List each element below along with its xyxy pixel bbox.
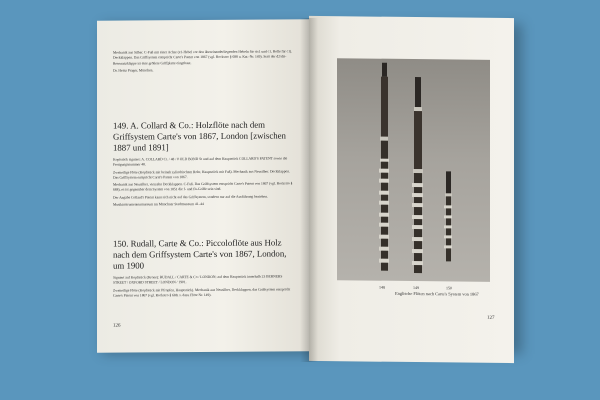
flute-149: [412, 77, 423, 273]
flute-150: [444, 171, 452, 261]
right-page: [309, 16, 514, 363]
entry-149-heading: 149. A. Collard & Co.: Holzflöte nach dem Griffsystem Carte's von 1867, London [zwischen 1887 und 1891]: [113, 119, 286, 153]
flute-photo: [337, 58, 490, 282]
flute-148: [379, 63, 389, 271]
entry-150-paragraph: Signiert auf Kopfstück (Krone): RUDALL / CARTE & Co / LONDON; auf dem Hauptstück innerhalb 23 BERNERS STREET / OXFORD STREET / LONDON / 1901.: [113, 274, 283, 285]
entry-149-paragraph: Mechanik aus Neusilber, vierzehn Deckklappen. C-Fuß. Das Griffsystem entspricht Carte's Patent von 1867 (vgl. Rockstro § 688), es ist gegenüber dem System von 1851 die f- und fis-Griffe sein sind.: [113, 181, 293, 193]
figure-number-148: 148: [379, 284, 385, 290]
entry-149-paragraph: Der Angabe Collard's Patent kann sich nicht auf das Griffsystem, sondern nur auf die Ausführung beziehen.: [113, 194, 268, 200]
intro-credit: Dr. Heinz Prager, München.: [113, 68, 154, 73]
left-page-number: 126: [113, 323, 121, 329]
figure-caption: Englische Flöten nach Carte's System von 1867: [395, 290, 479, 297]
right-page-number: 127: [487, 315, 495, 321]
left-page: [97, 19, 309, 352]
intro-text: [113, 49, 293, 75]
entry-149-paragraph: Kopfstück signiert: A. COLLARD Ct. / 48 / 0 OLD BOND St und auf dem Hauptstück COLLARD'S PATENT sowie die Fertigungsnummer 48.: [113, 156, 288, 167]
intro-paragraph: Mechanik aus Silber. C-Fuß mit einer Achse (e1-Hebel vor den übereinanderliegenden Hebeln für cis1 und c1, Rolle für c1). Deckklappen. Das Griffsystem entspricht Carte's Patent von 1867 (vgl. Rockstro § 688 u. Kat.-Nr. 149). Statt der d2/dis-Resonanzklappe ist eine größere Griffplatte eingebaut.: [113, 49, 293, 66]
entry-150-heading: 150. Rudall, Carte & Co.: Piccoloflöte aus Holz nach dem Griffsystem Carte's von 1867, London, um 1900: [113, 237, 287, 271]
book-gutter: [300, 18, 318, 362]
entry-150-paragraph: Zweiteilige Flöte (Kopfstück mit Pfropfen, Hauptstück). Mechanik aus Neusilber, Deckklappen, das Griffsystem entspricht Carte's Patent von 1867 (vgl. Rockstro § 688, s. dazu Flöte Nr. 149).: [113, 286, 291, 298]
entry-149-paragraph: Musikinstrumentenmuseum im Münchner Stadtmuseum 41–44: [113, 202, 204, 207]
figure-number-149: 149: [413, 285, 419, 291]
entry-149: [113, 119, 293, 210]
entry-149-paragraph: Zweiteilige Flöte (Kopfstück mit beinah zylindrischem Rohr, Hauptstück mit Fuß). Mechanik aus Neusilber. Deckklappen. Das Griffsystem entspricht Carte's Patent von 1867.: [113, 168, 290, 180]
entry-150: [113, 237, 293, 300]
figure-number-150: 150: [446, 285, 452, 291]
flutes-illustration: [337, 58, 490, 282]
